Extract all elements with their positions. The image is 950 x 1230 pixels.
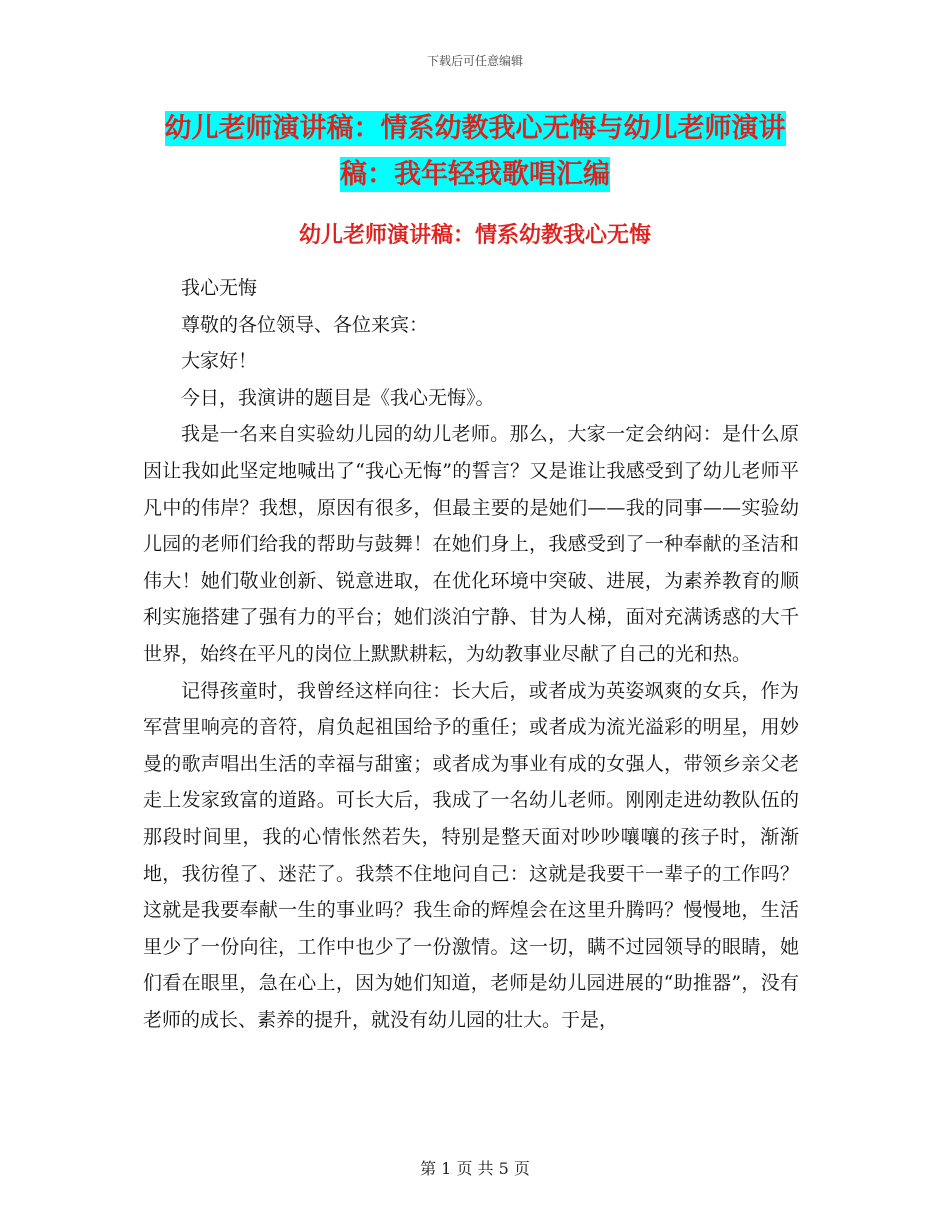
paragraph: 大家好！ <box>181 350 258 373</box>
paragraph: 尊敬的各位领导、各位来宾： <box>181 313 429 336</box>
paragraph: 今日，我演讲的题目是《我心无悔》。 <box>181 386 495 409</box>
body-text <box>143 270 799 1038</box>
paragraph: 记得孩童时，我曾经这样向往：长大后，或者成为英姿飒爽的女兵，作为军营里响亮的音符，肩负起祖国给予的重任；或者成为流光溢彩的明星，用妙曼的歌声唱出生活的幸福与甜蜜；或者成为事业有成的女强人，带领乡亲父老走上发家致富的道路。可长大后，我成了一名幼儿老师。刚刚走进幼教队伍的那段时间里，我的心情怅然若失，特别是整天面对吵吵嚷嚷的孩子时，渐渐地，我彷徨了、迷茫了。我禁不住地问自己：这就是我要干一辈子的工作吗？这就是我要奉献一生的事业吗？我生命的辉煌会在这里升腾吗？慢慢地，生活里少了一份向往，工作中也少了一份激情。这一切，瞒不过园领导的眼睛，她们看在眼里，急在心上，因为她们知道，老师是幼儿园进展的“助推器”，没有老师的成长、素养的提升，就没有幼儿园的壮大。于是， <box>143 679 799 1031</box>
section-title: 幼儿老师演讲稿：情系幼教我心无悔 <box>298 223 651 248</box>
paragraph: 我心无悔 <box>181 277 258 299</box>
document-title-text: 幼儿老师演讲稿：情系幼教我心无悔与幼儿老师演讲稿：我年轻我歌唱汇编 <box>164 113 786 190</box>
document-title <box>140 106 810 198</box>
header-note: 下载后可任意编辑 <box>426 54 523 68</box>
page-footer: 第 1 页 共 5 页 <box>420 1159 530 1178</box>
paragraph: 我是一名来自实验幼儿园的幼儿老师。那么，大家一定会纳闷：是什么原因让我如此坚定地喊出了“我心无悔”的誓言？又是谁让我感受到了幼儿老师平凡中的伟岸？我想，原因有很多，但最主要的是她们——我的同事——实验幼儿园的老师们给我的帮助与鼓舞！在她们身上，我感受到了一种奉献的圣洁和伟大！她们敬业创新、锐意进取，在优化环境中突破、进展，为素养教育的顺利实施搭建了强有力的平台；她们淡泊宁静、甘为人梯，面对充满诱惑的大千世界，始终在平凡的岗位上默默耕耘，为幼教事业尽献了自己的光和热。 <box>143 423 799 665</box>
